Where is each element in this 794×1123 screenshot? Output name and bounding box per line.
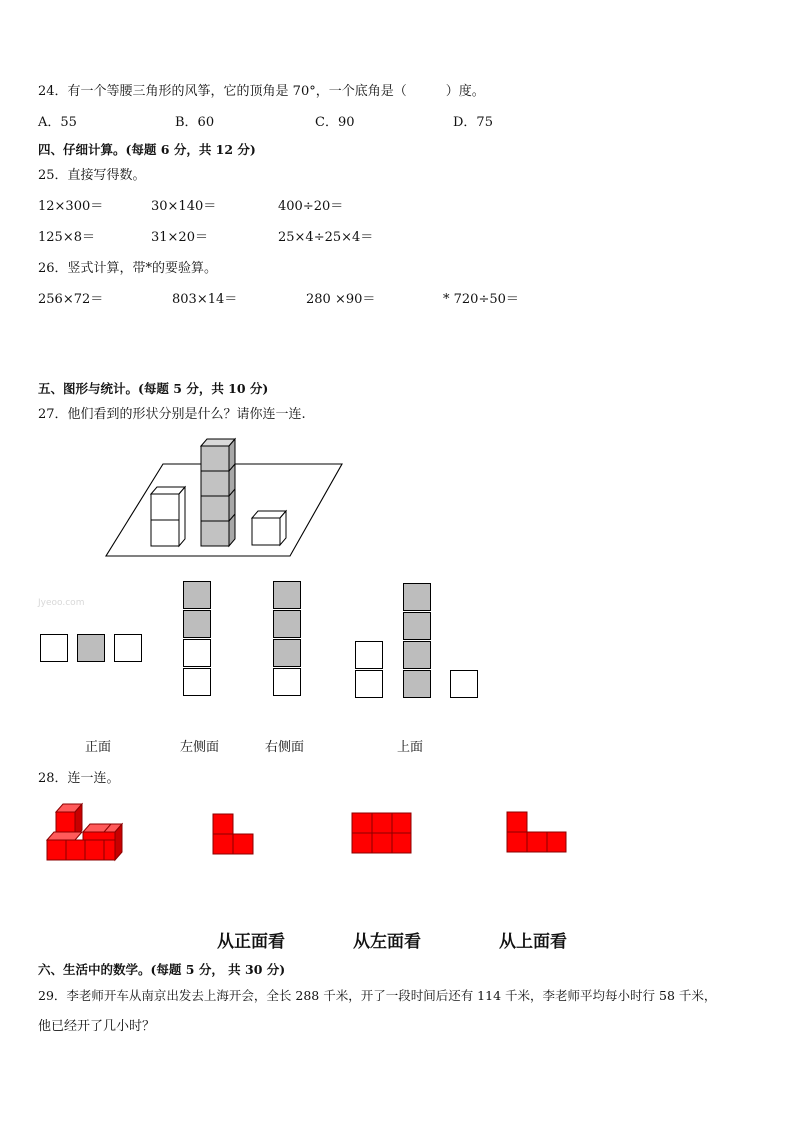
q26-item: 256×72＝: [38, 292, 104, 307]
q25-item: 400÷20＝: [278, 199, 344, 214]
q27-question: 27．他们看到的形状分别是什么？请你连一连.: [38, 407, 306, 422]
q24-option-c[interactable]: C．90: [315, 115, 355, 130]
q24-option-b[interactable]: B．60: [175, 115, 215, 130]
q26-question: 26．竖式计算，带*的要验算。: [38, 261, 218, 276]
label-view-front[interactable]: 从正面看: [217, 932, 285, 952]
label-view-top[interactable]: 从上面看: [499, 932, 567, 952]
q25-item: 12×300＝: [38, 199, 104, 214]
q26-item: * 720÷50＝: [443, 292, 519, 307]
q26-item: 803×14＝: [172, 292, 238, 307]
label-left-side[interactable]: 左侧面: [180, 740, 220, 755]
q24-option-d[interactable]: D．75: [453, 115, 493, 130]
q29-question-line1: 29．李老师开车从南京出发去上海开会，全长 288 千米，开了一段时间后还有 114 千米，李老师平均每小时行 58 千米，: [38, 988, 717, 1003]
q29-question-line2: 他已经开了几小时？: [38, 1019, 156, 1034]
label-top[interactable]: 上面: [397, 740, 424, 755]
q26-item: 280 ×90＝: [306, 292, 376, 307]
q25-item: 31×20＝: [151, 230, 208, 245]
label-view-left[interactable]: 从左面看: [353, 932, 421, 952]
q24-option-a[interactable]: A．55: [38, 115, 77, 130]
section5-heading: 五、图形与统计。(每题 5 分，共 10 分): [38, 381, 269, 396]
section4-heading: 四、仔细计算。(每题 6 分，共 12 分): [38, 142, 256, 157]
q25-item: 25×4÷25×4＝: [278, 230, 374, 245]
q25-item: 125×8＝: [38, 230, 95, 245]
label-right-side[interactable]: 右侧面: [265, 740, 305, 755]
label-front[interactable]: 正面: [85, 740, 112, 755]
q24-question: 24．有一个等腰三角形的风筝，它的顶角是 70°，一个底角是（ ）度。: [38, 84, 485, 99]
section6-heading: 六、生活中的数学。(每题 5 分， 共 30 分): [38, 962, 286, 977]
watermark: Jyeoo.com: [38, 598, 85, 608]
q28-question: 28．连一连。: [38, 771, 120, 786]
q25-question: 25．直接写得数。: [38, 168, 146, 183]
q25-item: 30×140＝: [151, 199, 217, 214]
